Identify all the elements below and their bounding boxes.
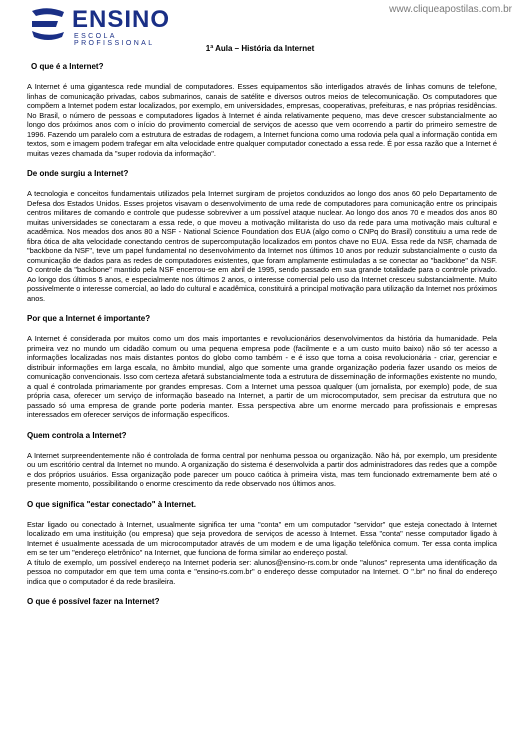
section-heading: Quem controla a Internet? (27, 430, 127, 440)
ensino-e-icon (28, 7, 68, 41)
section-paragraph: A Internet surpreendentemente não é controlada de forma central por nenhuma pessoa ou organização. Não há, por exemplo, um presidente ou um escritório central da Internet no mundo. A organização do sistema é desenvolvida a partir dos administradores das redes que a compõe e dos próprios usuários. Essa organização pode parecer um pouco caótica à primeira vista, mas tem funcionado extremamente bem até o presente momento, possibilitando o enorme crescimento da rede observado nos últimos anos. (27, 450, 497, 488)
section-heading: De onde surgiu a Internet? (27, 169, 129, 178)
ensino-logo (28, 6, 198, 47)
section-paragraph: A Internet é considerada por muitos como um dos mais importantes e revolucionários desenvolvimentos da história da humanidade. Pela primeira vez no mundo um cidadão comum ou uma pequena empresa pode (facilmente e a um custo muito baixo) não só ter acesso a informações localizadas nos mais distantes pontos do globo como também - e é isso que torna a coisa revolucionária - criar, gerenciar e distribuir informações em larga escala, no âmbito mundial, algo que somente uma grande organização poderia fazer usando os meios de comunicação convencionais. Isso com certeza afetará substancialmente toda a estrutura de disseminação de informações existente no mundo, a qual é controlada primariamente por grandes empresas. Com a Internet uma pessoa qualquer (um jornalista, por exemplo) pode, de sua própria casa, oferecer um serviço de informação baseado na Internet, a partir de um microcomputador, sem precisar da estrutura que no passado só uma empresa de grande porte poderia manter. Essa perspectiva abre um enorme mercado para profissionais e empresas interessados em oferecer serviços de informação específicos. (27, 334, 497, 419)
section-paragraph: Estar ligado ou conectado à Internet, usualmente significa ter uma "conta" em um computador "servidor" que esteja conectado à Internet localizado em uma instituição (ou empresa) que seja provedora de serviços de acesso à Internet. Essa "conta" nesse computador ligado à Internet é usualmente acessada de um microcomputador através de um modem e de uma ligação telefônica comum. Ter essa conta implica em se ter um "endereço eletrônico" na Internet, que funciona de forma similar ao endereço postal. (27, 519, 497, 557)
logo-word: ENSINO (72, 6, 171, 33)
document-body (27, 62, 497, 607)
page-title: 1ª Aula – História da Internet (205, 44, 315, 53)
section-paragraph: A tecnologia e conceitos fundamentais utilizados pela Internet surgiram de projetos conduzidos ao longo dos anos 60 pelo Departamento de Defesa dos Estados Unidos. Esses projetos visavam o desenvolvimento de uma rede de computadores para comunicação entre os principais centros militares de comando e controle que pudesse sobreviver a um possível ataque nuclear. Ao longo dos anos 70 e meados dos anos 80 muitas universidades se conectaram a essa rede, o que moveu a motivação militarista do uso da rede para uma motivação mais cultural e acadêmica. Nos meados dos anos 80 a NSF - National Science Foundation dos EUA (algo como o CNPq do Brasil) constituiu a uma rede de fibra ótica de alta velocidade conectando centros de supercomputação localizados em pontos chave no EUA. Essa rede da NSF, chamada de "backbone da NSF", teve um papel fundamental no desenvolvimento da Internet nos últimos 10 anos por reduzir substancialmente o custo da comunicação de dados para as redes de computadores existentes, que foram amplamente estimuladas a se conectar ao "backbone" da NSF. O controle da "backbone" mantido pela NSF encerrou-se em abril de 1995, sendo passado em sua grande totalidade para o controle privado. Ao longo dos últimos 5 anos, e especialmente nos últimos 2 anos, o interesse comercial pelo uso da Internet cresceu substancialmente. Muito possivelmente o interesse comercial, ao lado do cultural e acadêmica, constituirá a principal motivação para utilização da Internet nos próximos anos. (27, 189, 497, 303)
logo-subtitle: ESCOLA PROFISSIONAL (74, 33, 155, 47)
site-watermark: www.cliqueapostilas.com.br (389, 4, 512, 15)
section-paragraph: A título de exemplo, um possível endereço na Internet poderia ser: alunos@ensino-rs.com.br onde "alunos" representa uma identificação da pessoa no computador em que tem uma conta e "ensino-rs.com.br" o endereço desse computador na Internet. O ".br" no final do endereço indica que o computador é da rede brasileira. (27, 557, 497, 586)
section-heading: O que é possível fazer na Internet? (27, 597, 160, 606)
section-heading: O que significa "estar conectado" à Internet. (27, 499, 196, 509)
section-heading: Por que a Internet é importante? (27, 314, 151, 323)
section-heading: O que é a Internet? (31, 62, 104, 71)
section-paragraph: A Internet é uma gigantesca rede mundial de computadores. Esses equipamentos são interligados através de linhas comuns de telefone, linhas de comunicação privadas, cabos submarinos, canais de satélite e diversos outros meios de telecomunicação. Os computadores que compõem a Internet podem estar localizados, por exemplo, em universidades, empresas, cooperativas, prefeituras, e nas próprias residências. No Brasil, o número de pessoas e computadores ligados à Internet é ainda relativamente pequeno, mas deve crescer substancialmente ao longo dos próximos anos com o início do provimento comercial de serviços de acesso que vem ocorrendo a partir do primeiro semestre de 1996. Fazendo um paralelo com a estrutura de estradas de rodagem, a Internet funciona como uma rodovia pela qual a informação contida em textos, som e imagem podem trafegar em alta velocidade entre qualquer computador conectado a essa rede. É por essa razão que a Internet é muitas vezes chamada da "super rodovia da informação". (27, 82, 497, 158)
